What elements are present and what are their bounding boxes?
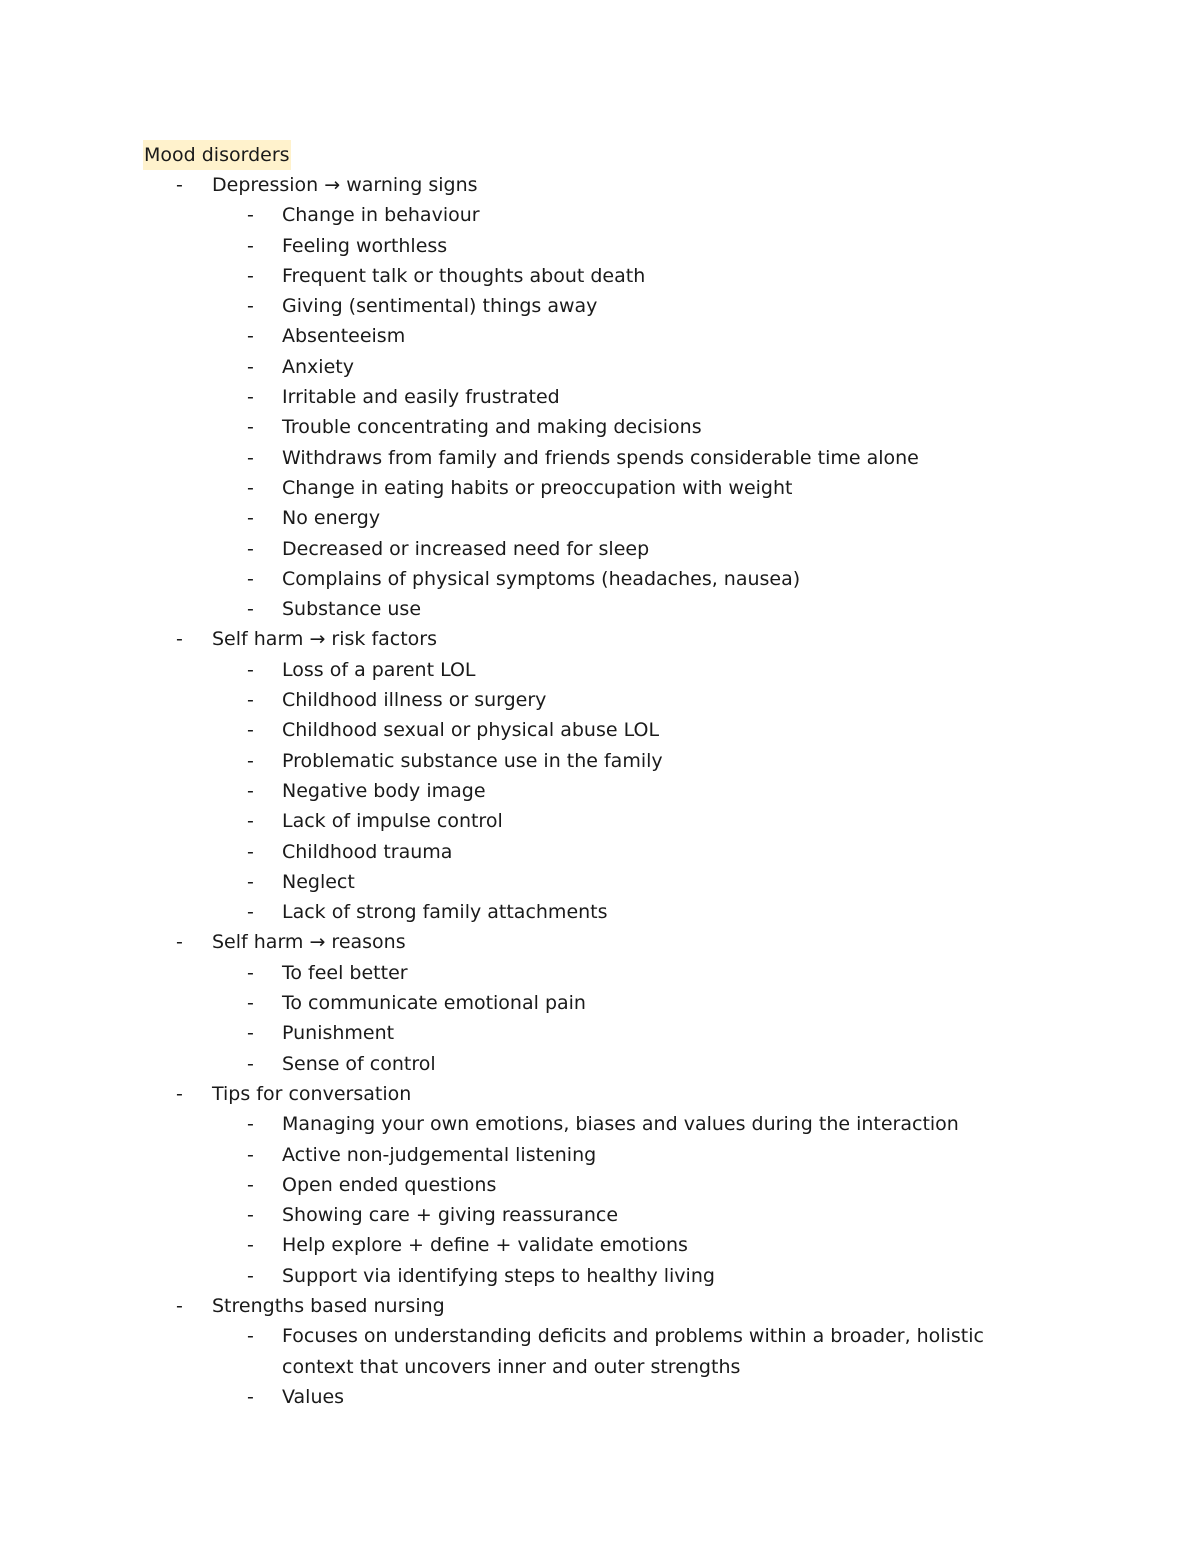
list-item bbox=[212, 837, 1073, 867]
list-item bbox=[212, 1018, 1073, 1048]
list-item-text: Active non-judgemental listening bbox=[282, 1143, 597, 1166]
list-item bbox=[212, 291, 1073, 321]
list-item bbox=[212, 473, 1073, 503]
bullet-dash: - bbox=[247, 355, 254, 378]
list-item-text: Trouble concentrating and making decisions bbox=[282, 416, 702, 439]
bullet-dash: - bbox=[247, 416, 254, 439]
bullet-dash: - bbox=[247, 749, 254, 772]
bullet-dash: - bbox=[247, 961, 254, 984]
list-item bbox=[212, 806, 1073, 836]
list-item bbox=[212, 867, 1073, 897]
document-body bbox=[143, 140, 1073, 1412]
list-item bbox=[212, 564, 1073, 594]
bullet-dash: - bbox=[247, 1173, 254, 1196]
section-heading: Self harm → reasons bbox=[212, 931, 406, 954]
list-item-text: Childhood trauma bbox=[282, 840, 453, 863]
bullet-dash: - bbox=[247, 1143, 254, 1166]
list-item bbox=[212, 382, 1073, 412]
sub-list bbox=[212, 200, 1073, 624]
list-item bbox=[212, 1109, 1073, 1139]
section-item bbox=[143, 170, 1073, 624]
list-item-text: Frequent talk or thoughts about death bbox=[282, 264, 646, 287]
list-item-text: Sense of control bbox=[282, 1052, 436, 1075]
bullet-dash: - bbox=[247, 1385, 254, 1408]
bullet-dash: - bbox=[247, 567, 254, 590]
list-item bbox=[212, 746, 1073, 776]
list-item bbox=[212, 594, 1073, 624]
list-item-text: Focuses on understanding deficits and problems within a broader, holistic context that uncovers inner and outer strengths bbox=[282, 1325, 984, 1378]
list-item-text: Loss of a parent LOL bbox=[282, 658, 476, 681]
list-item bbox=[212, 1140, 1073, 1170]
list-item-text: Open ended questions bbox=[282, 1173, 497, 1196]
list-item-text: Complains of physical symptoms (headaches, nausea) bbox=[282, 567, 801, 590]
list-item-text: Childhood illness or surgery bbox=[282, 689, 547, 712]
list-item-text: Substance use bbox=[282, 598, 422, 621]
bullet-dash: - bbox=[247, 386, 254, 409]
section-item bbox=[143, 927, 1073, 1078]
section-heading: Strengths based nursing bbox=[212, 1294, 445, 1317]
bullet-dash: - bbox=[247, 204, 254, 227]
bullet-dash: - bbox=[247, 598, 254, 621]
list-item-text: Showing care + giving reassurance bbox=[282, 1204, 619, 1227]
list-item bbox=[212, 231, 1073, 261]
bullet-dash: - bbox=[247, 1204, 254, 1227]
bullet-dash: - bbox=[176, 1082, 183, 1105]
sub-list bbox=[212, 1321, 1073, 1412]
list-item-text: Giving (sentimental) things away bbox=[282, 295, 598, 318]
section-heading: Self harm → risk factors bbox=[212, 628, 438, 651]
bullet-dash: - bbox=[247, 295, 254, 318]
section-item bbox=[143, 1291, 1073, 1412]
list-item bbox=[212, 655, 1073, 685]
bullet-dash: - bbox=[247, 689, 254, 712]
bullet-dash: - bbox=[247, 810, 254, 833]
bullet-dash: - bbox=[176, 628, 183, 651]
bullet-dash: - bbox=[247, 264, 254, 287]
list-item bbox=[212, 443, 1073, 473]
bullet-dash: - bbox=[247, 658, 254, 681]
list-item-text: Punishment bbox=[282, 1022, 395, 1045]
list-item-text: To feel better bbox=[282, 961, 408, 984]
list-item-text: Problematic substance use in the family bbox=[282, 749, 663, 772]
bullet-dash: - bbox=[247, 234, 254, 257]
list-item bbox=[212, 1200, 1073, 1230]
bullet-dash: - bbox=[247, 1234, 254, 1257]
list-item bbox=[212, 534, 1073, 564]
list-item-text: Support via identifying steps to healthy living bbox=[282, 1264, 715, 1287]
section-heading: Tips for conversation bbox=[212, 1082, 412, 1105]
list-item-text: Managing your own emotions, biases and values during the interaction bbox=[282, 1113, 959, 1136]
list-item-text: Lack of strong family attachments bbox=[282, 901, 608, 924]
bullet-dash: - bbox=[247, 476, 254, 499]
bullet-dash: - bbox=[247, 719, 254, 742]
list-item-text: To communicate emotional pain bbox=[282, 992, 586, 1015]
list-item bbox=[212, 1382, 1073, 1412]
list-item bbox=[212, 1170, 1073, 1200]
list-item bbox=[212, 776, 1073, 806]
sub-list bbox=[212, 1109, 1073, 1291]
bullet-dash: - bbox=[247, 446, 254, 469]
bullet-dash: - bbox=[247, 1113, 254, 1136]
bullet-dash: - bbox=[247, 840, 254, 863]
list-item-text: Decreased or increased need for sleep bbox=[282, 537, 650, 560]
list-item-text: Change in behaviour bbox=[282, 204, 480, 227]
list-item bbox=[212, 1261, 1073, 1291]
section-item bbox=[143, 1079, 1073, 1291]
list-item-text: Absenteeism bbox=[282, 325, 406, 348]
bullet-dash: - bbox=[247, 537, 254, 560]
list-item bbox=[212, 958, 1073, 988]
list-item-text: Feeling worthless bbox=[282, 234, 448, 257]
bullet-dash: - bbox=[176, 1294, 183, 1317]
bullet-dash: - bbox=[176, 174, 183, 196]
bullet-dash: - bbox=[247, 992, 254, 1015]
bullet-dash: - bbox=[247, 1325, 254, 1348]
bullet-dash: - bbox=[247, 779, 254, 802]
list-item bbox=[212, 503, 1073, 533]
list-item-text: Anxiety bbox=[282, 355, 354, 378]
section-list bbox=[143, 170, 1073, 1412]
bullet-dash: - bbox=[247, 901, 254, 924]
list-item-text: Change in eating habits or preoccupation with weight bbox=[282, 476, 793, 499]
bullet-dash: - bbox=[247, 325, 254, 348]
sub-list bbox=[212, 958, 1073, 1079]
section-item bbox=[143, 624, 1073, 927]
list-item bbox=[212, 1230, 1073, 1260]
list-item-text: No energy bbox=[282, 507, 381, 530]
list-item bbox=[212, 988, 1073, 1018]
list-item-text: Childhood sexual or physical abuse LOL bbox=[282, 719, 660, 742]
page-title: Mood disorders bbox=[143, 140, 291, 170]
list-item bbox=[212, 685, 1073, 715]
list-item bbox=[212, 261, 1073, 291]
list-item bbox=[212, 1321, 1073, 1382]
bullet-dash: - bbox=[247, 1264, 254, 1287]
list-item bbox=[212, 200, 1073, 230]
bullet-dash: - bbox=[176, 931, 183, 954]
list-item bbox=[212, 352, 1073, 382]
list-item-text: Irritable and easily frustrated bbox=[282, 386, 560, 409]
bullet-dash: - bbox=[247, 1022, 254, 1045]
list-item bbox=[212, 897, 1073, 927]
list-item bbox=[212, 1049, 1073, 1079]
section-heading: Depression → warning signs bbox=[212, 174, 478, 196]
bullet-dash: - bbox=[247, 1052, 254, 1075]
list-item-text: Help explore + define + validate emotions bbox=[282, 1234, 688, 1257]
list-item bbox=[212, 412, 1073, 442]
sub-list bbox=[212, 655, 1073, 928]
list-item bbox=[212, 715, 1073, 745]
bullet-dash: - bbox=[247, 507, 254, 530]
list-item bbox=[212, 321, 1073, 351]
list-item-text: Withdraws from family and friends spends considerable time alone bbox=[282, 446, 919, 469]
list-item-text: Lack of impulse control bbox=[282, 810, 503, 833]
list-item-text: Values bbox=[282, 1385, 345, 1408]
list-item-text: Neglect bbox=[282, 870, 355, 893]
bullet-dash: - bbox=[247, 870, 254, 893]
list-item-text: Negative body image bbox=[282, 779, 486, 802]
